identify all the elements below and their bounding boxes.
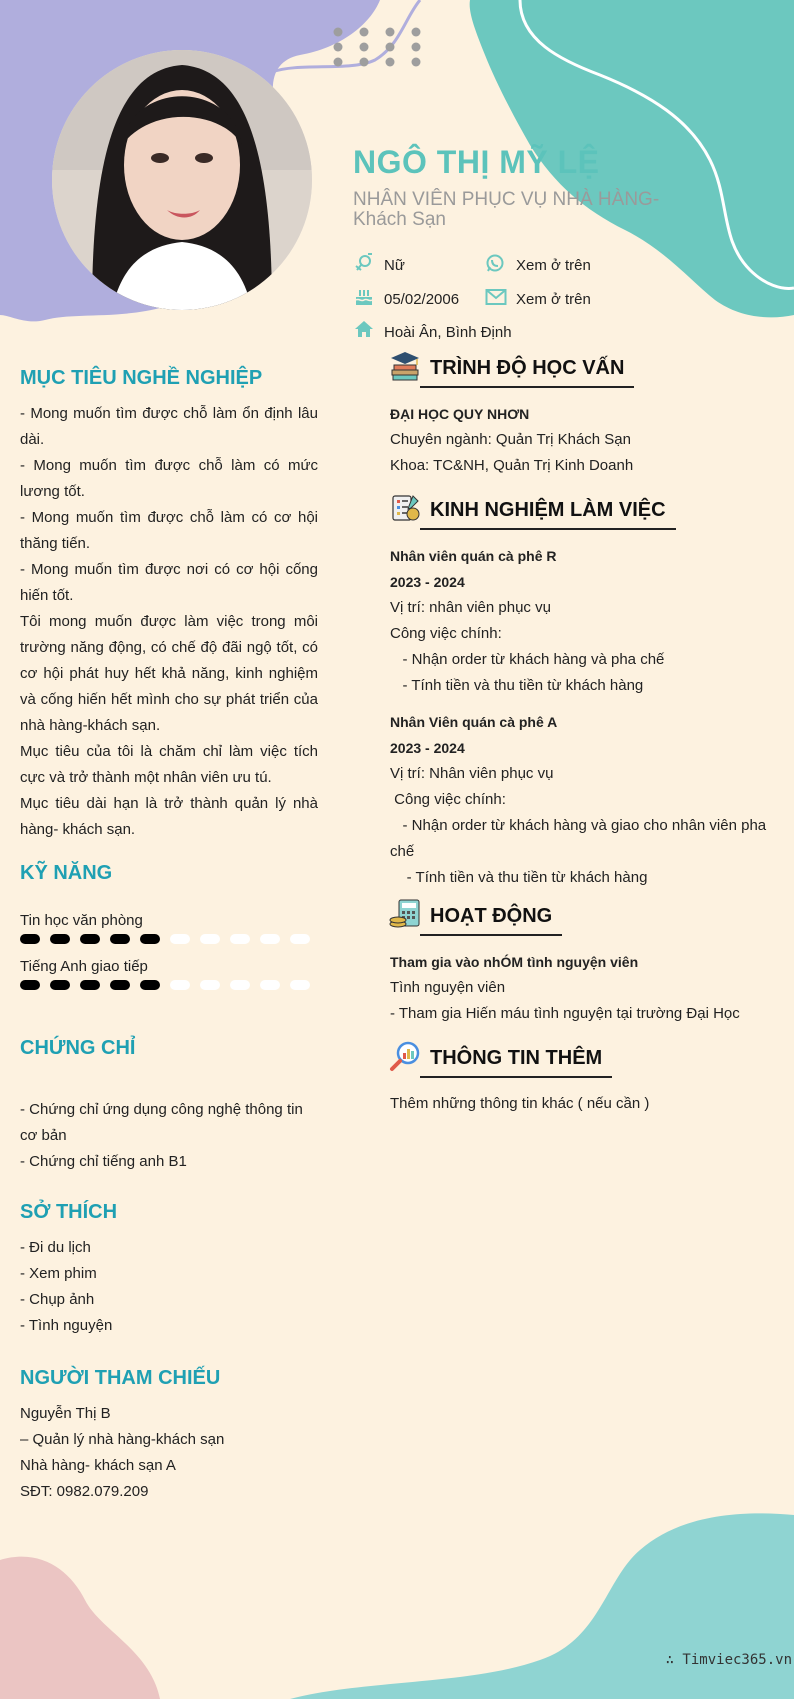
activity-entry [390, 949, 775, 1027]
job-entry [390, 709, 775, 891]
candidate-name: NGÔ THỊ MỸ LỆ [353, 144, 600, 180]
birthday-icon [354, 287, 374, 307]
certificates-heading: CHỨNG CHỈ [20, 1037, 136, 1059]
objective-paragraph: - Mong muốn tìm được nơi có cơ hội cống hiến tốt. [20, 561, 318, 604]
more-info-value: Thêm những thông tin khác ( nếu cần ) [390, 1095, 650, 1112]
skill-name: Tiếng Anh giao tiếp [20, 958, 148, 975]
hobbies-heading: SỞ THÍCH [20, 1201, 118, 1223]
skill-dot-filled [20, 934, 40, 944]
job-company: Nhân Viên quán cà phê A [390, 714, 558, 730]
skill-dot-filled [140, 934, 160, 944]
objective-text [20, 401, 318, 843]
education-details [390, 401, 775, 479]
job-position: Vị trí: nhân viên phục vụ [390, 599, 551, 616]
skill-dot-empty [200, 934, 220, 944]
list-item: - Đi du lịch [20, 1239, 91, 1256]
activity-detail: - Tham gia Hiến máu tình nguyện tại trường Đại Học [390, 1005, 740, 1022]
education-heading: TRÌNH ĐỘ HỌC VẤN [420, 357, 634, 388]
gender-value: Nữ [384, 257, 405, 274]
job-duty: - Tính tiền và thu tiền từ khách hàng [390, 677, 644, 694]
skill-dot-filled [80, 934, 100, 944]
faculty: Khoa: TC&NH, Quản Trị Kinh Doanh [390, 457, 634, 474]
education-icon [389, 350, 421, 382]
skill-dot-empty [230, 980, 250, 990]
skill-dot-filled [50, 934, 70, 944]
skill-dot-empty [170, 934, 190, 944]
experience-heading: KINH NGHIỆM LÀM VIỆC [420, 499, 676, 530]
gender-icon [354, 253, 374, 273]
info-icon [389, 1040, 421, 1072]
objective-heading: MỤC TIÊU NGHỀ NGHIỆP [20, 367, 263, 389]
skill-dot-filled [20, 980, 40, 990]
skill-rating [20, 934, 320, 944]
skill-dot-filled [140, 980, 160, 990]
skill-dot-filled [110, 934, 130, 944]
list-item: – Quản lý nhà hàng-khách sạn [20, 1431, 225, 1448]
activities-heading: HOẠT ĐỘNG [420, 905, 562, 936]
list-item: - Tình nguyện [20, 1317, 113, 1334]
phone-icon [485, 253, 505, 273]
objective-paragraph: Mục tiêu dài hạn là trở thành quản lý nhà hàng- khách sạn. [20, 795, 318, 838]
objective-paragraph: - Mong muốn tìm được chỗ làm có mức lương tốt. [20, 457, 318, 500]
skill-dot-filled [110, 980, 130, 990]
job-position: Vị trí: Nhân viên phục vụ [390, 765, 554, 782]
address-value: Hoài Ân, Bình Định [384, 324, 512, 341]
list-item: - Chứng chỉ ứng dụng công nghệ thông tin cơ bản [20, 1101, 303, 1144]
job-period: 2023 - 2024 [390, 740, 465, 756]
objective-paragraph: Tôi mong muốn được làm việc trong môi trường năng động, có chế độ đãi ngộ tốt, có cơ hội phát huy hết khả năng, kinh nghiệm và cống hiến hết mình cho sự phát triển của nhà hàng-khách sạn. [20, 613, 318, 734]
job-duties-label: Công việc chính: [390, 791, 506, 808]
activity-role: Tình nguyện viên [390, 979, 506, 996]
email-icon [485, 287, 507, 307]
job-duties-label: Công việc chính: [390, 625, 502, 642]
objective-paragraph: - Mong muốn tìm được chỗ làm ổn định lâu dài. [20, 405, 318, 448]
list-item: Nhà hàng- khách sạn A [20, 1457, 176, 1474]
more-info-heading: THÔNG TIN THÊM [420, 1047, 612, 1078]
skill-dot-filled [80, 980, 100, 990]
hobbies-list [20, 1235, 318, 1339]
skill-dot-empty [230, 934, 250, 944]
job-title: NHÂN VIÊN PHỤC VỤ NHÀ HÀNG- Khách Sạn [353, 189, 660, 230]
school-name: ĐẠI HỌC QUY NHƠN [390, 406, 530, 422]
job-entry [390, 543, 775, 699]
major: Chuyên ngành: Quản Trị Khách Sạn [390, 431, 631, 448]
more-info-text [390, 1091, 775, 1117]
list-item: - Chụp ảnh [20, 1291, 95, 1308]
skill-rating [20, 980, 320, 990]
job-duty: - Nhận order từ khách hàng và pha chế [390, 651, 665, 668]
skill-dot-empty [260, 980, 280, 990]
objective-paragraph: Mục tiêu của tôi là chăm chỉ làm việc tích cực và trở thành một nhân viên ưu tú. [20, 743, 318, 786]
email-value: Xem ở trên [516, 291, 591, 308]
birthday-value: 05/02/2006 [384, 291, 460, 308]
list-item: - Xem phim [20, 1265, 97, 1282]
job-period: 2023 - 2024 [390, 574, 465, 590]
experience-icon [389, 492, 421, 524]
skill-dot-empty [290, 934, 310, 944]
objective-paragraph: - Mong muốn tìm được chỗ làm có cơ hội thăng tiến. [20, 509, 318, 552]
list-item: SĐT: 0982.079.209 [20, 1483, 149, 1500]
skill-dot-empty [290, 980, 310, 990]
skill-dot-filled [50, 980, 70, 990]
skill-name: Tin học văn phòng [20, 912, 143, 929]
profile-photo [52, 50, 312, 310]
list-item: Nguyễn Thị B [20, 1405, 111, 1422]
job-duty: - Tính tiền và thu tiền từ khách hàng [390, 869, 648, 886]
job-duty: - Nhận order từ khách hàng và giao cho nhân viên pha chế [390, 817, 771, 860]
activity-name: Tham gia vào nhÓM tình nguyện viên [390, 954, 639, 970]
skill-dot-empty [170, 980, 190, 990]
reference-heading: NGƯỜI THAM CHIẾU [20, 1367, 221, 1389]
home-icon [354, 320, 374, 338]
job-company: Nhân viên quán cà phê R [390, 548, 557, 564]
activity-icon [389, 898, 421, 930]
certificates-list [20, 1097, 318, 1175]
reference-list [20, 1401, 318, 1505]
skills-heading: KỸ NĂNG [20, 862, 113, 884]
list-item: - Chứng chỉ tiếng anh B1 [20, 1153, 187, 1170]
watermark: ∴ Timviec365.vn [665, 1652, 792, 1668]
skill-dot-empty [260, 934, 280, 944]
skill-dot-empty [200, 980, 220, 990]
phone-value: Xem ở trên [516, 257, 591, 274]
